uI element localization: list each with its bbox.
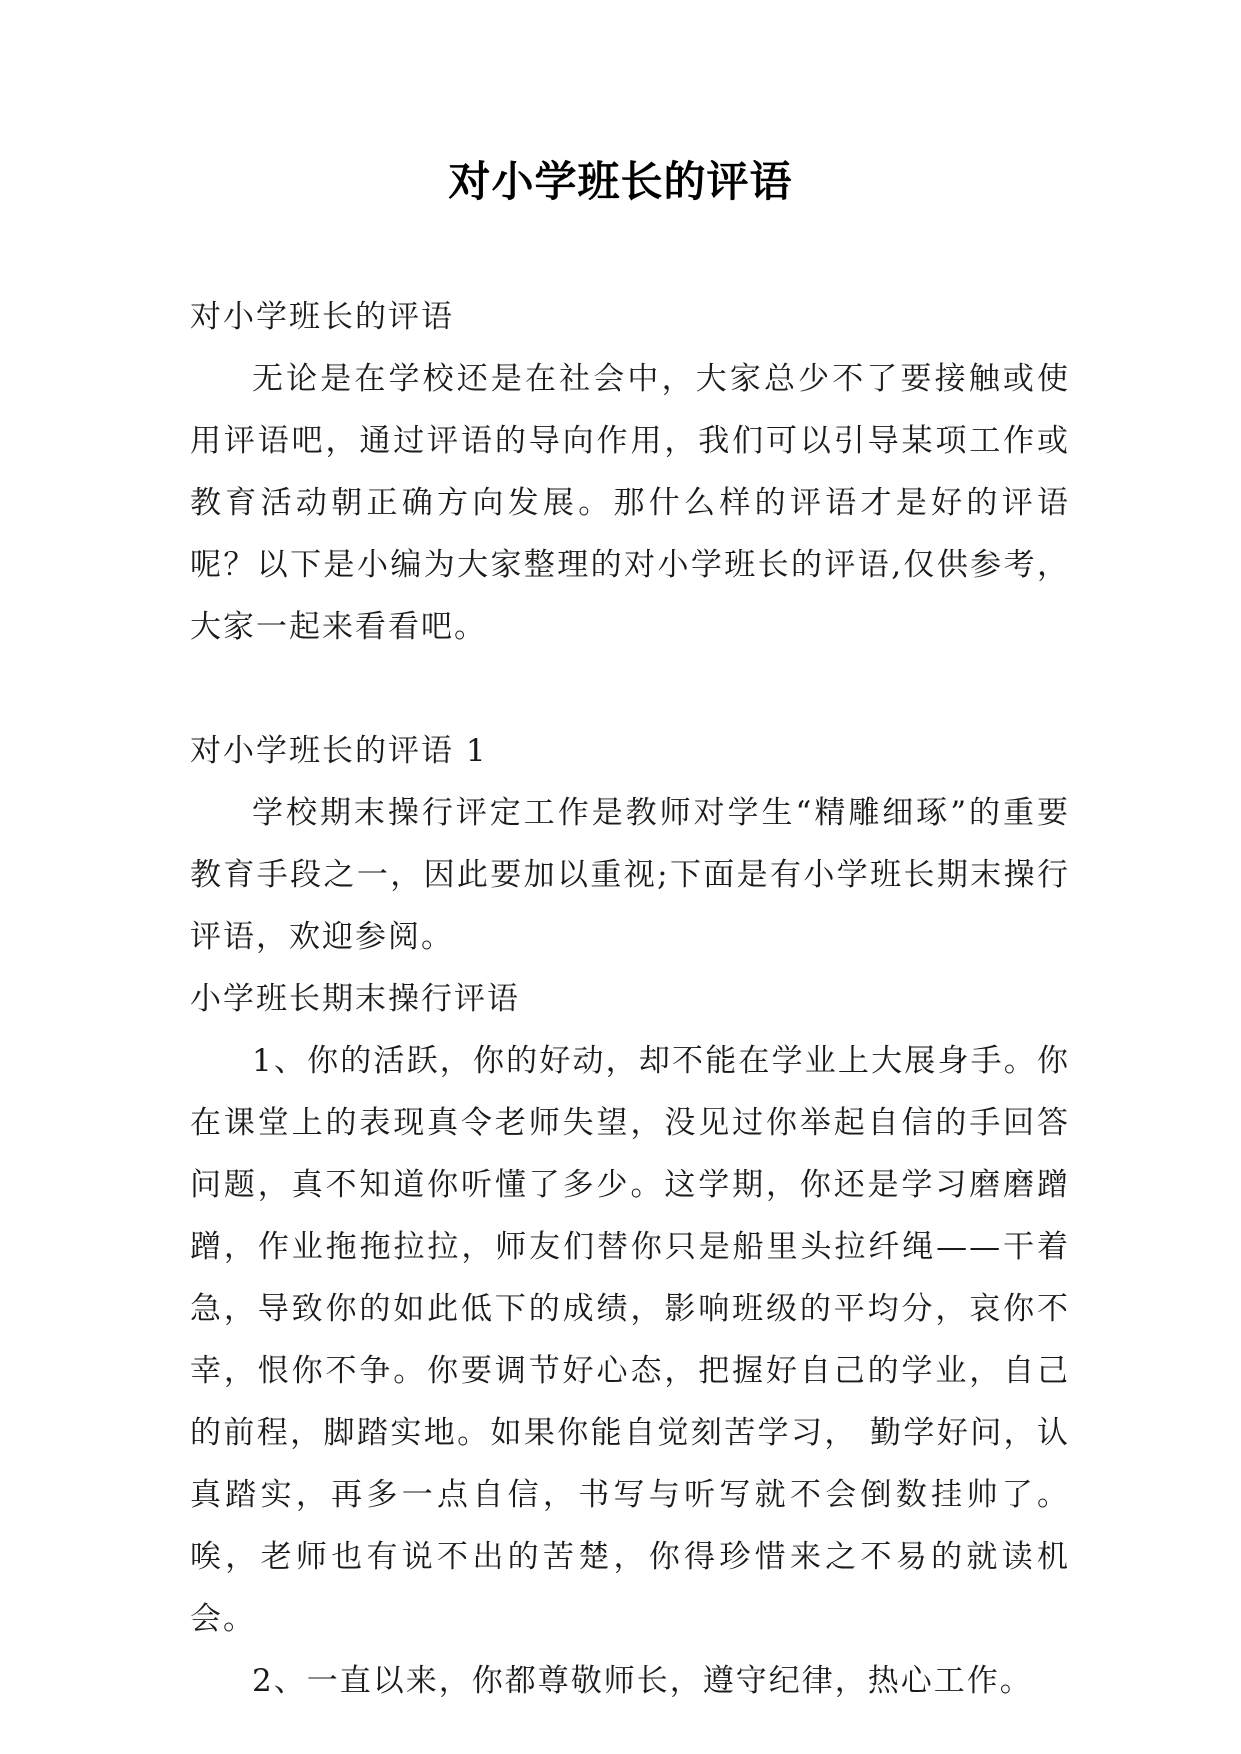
section-1-heading: 对小学班长的评语 1: [190, 733, 488, 769]
section-spacer: [190, 658, 1070, 720]
document-title: 对小学班长的评语: [448, 157, 793, 206]
document-body: [190, 286, 1070, 1712]
section-1-paragraph: 学校期末操行评定工作是教师对学生“精雕细琢”的重要教育手段之一，因此要加以重视;下面是有小学班长期末操行评语，欢迎参阅。: [190, 795, 1070, 955]
comment-2: 2、一直以来，你都尊敬师长，遵守纪律，热心工作。: [252, 1663, 1033, 1699]
subsection-heading: 小学班长期末操行评语: [190, 981, 520, 1017]
comment-1: 1、你的活跃，你的好动，却不能在学业上大展身手。你在课堂上的表现真令老师失望，没见过你举起自信的手回答问题，真不知道你听懂了多少。这学期，你还是学习磨磨蹭蹭，作业拖拖拉拉，师友们替你只是船里头拉纤绳——干着急，导致你的如此低下的成绩，影响班级的平均分，哀你不幸，恨你不争。你要调节好心态，把握好自己的学业，自己的前程，脚踏实地。如果你能自觉刻苦学习， 勤学好问，认真踏实，再多一点自信，书写与听写就不会倒数挂帅了。唉，老师也有说不出的苦楚，你得珍惜来之不易的就读机会。: [190, 1043, 1070, 1637]
intro-paragraph: 无论是在学校还是在社会中，大家总少不了要接触或使用评语吧，通过评语的导向作用，我们可以引导某项工作或教育活动朝正确方向发展。那什么样的评语才是好的评语呢？以下是小编为大家整理的对小学班长的评语,仅供参考，大家一起来看看吧。: [190, 361, 1070, 645]
intro-heading: 对小学班长的评语: [190, 299, 454, 335]
